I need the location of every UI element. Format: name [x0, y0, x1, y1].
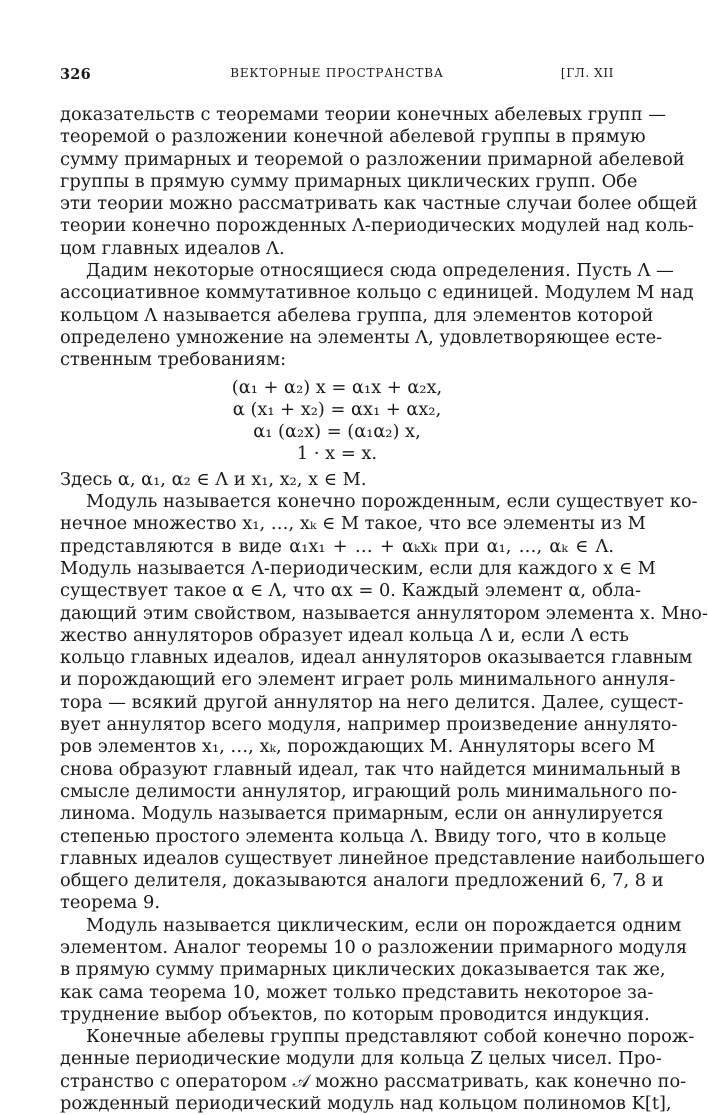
paragraph-4 [60, 491, 708, 915]
text-line: Модуль называется конечно порожденным, если существует ко- [86, 491, 698, 513]
text-line: странство с оператором 𝒜 можно рассматривать, как конечно по- [60, 1070, 687, 1092]
text-line: рожденный периодический модуль над кольцом полиномов K[t], [60, 1093, 672, 1115]
paragraph-3 [60, 469, 614, 491]
text-line: линома. Модуль называется примарным, если он аннулируется [60, 803, 664, 825]
text-line: главных идеалов существует линейное представление наибольшего [60, 847, 705, 869]
text-line: ственным требованиям: [60, 349, 287, 371]
text-line: и порождающий его элемент играет роль минимального аннуля- [60, 669, 676, 691]
text-line: теории конечно порожденных Λ-периодических модулей над коль- [60, 215, 694, 237]
text-line: тора — всякий другой аннулятор на него делится. Далее, сущест- [60, 691, 684, 713]
text-line: смысле делимости аннулятор, играющий роль минимального по- [60, 780, 678, 802]
text-line: кольцо главных идеалов, идеал аннуляторов оказывается главным [60, 647, 693, 669]
text-line: ассоциативное коммутативное кольцо с единицей. Модулем M над [60, 282, 694, 304]
running-header [60, 66, 614, 90]
running-title: ВЕКТОРНЫЕ ПРОСТРАНСТВА [230, 66, 444, 80]
text-line: труднение выбор объектов, по которым проводится индукция. [60, 1003, 650, 1025]
text-line: существует такое α ∈ Λ, что αx = 0. Каждый элемент α, обла- [60, 580, 642, 602]
text-line: Конечные абелевы группы представляют собой конечно порож- [86, 1026, 695, 1048]
text-line: теоремой о разложении конечной абелевой группы в прямую [60, 126, 646, 148]
text-line: Модуль называется циклическим, если он порождается одним [86, 914, 682, 936]
chapter-label: [ГЛ. XII [560, 66, 614, 80]
text-line: ров элементов x₁, …, xₖ, порождающих M. Аннуляторы всего M [60, 736, 656, 758]
text-line: вует аннулятор всего модуля, например произведение аннулято- [60, 714, 678, 736]
text-line: в прямую сумму примарных циклических доказывается так же, [60, 959, 666, 981]
paragraph-5 [60, 914, 688, 1026]
text-line: нечное множество x₁, …, xₖ ∈ M такое, что все элементы из M [60, 513, 646, 535]
page-body [60, 104, 708, 1115]
text-line: элементом. Аналог теоремы 10 о разложении примарного модуля [60, 936, 688, 958]
text-line: степенью простого элемента кольца Λ. Ввиду того, что в кольце [60, 825, 667, 847]
module-axioms [60, 377, 614, 466]
text-line: снова образуют главный идеал, так что найдется минимальный в [60, 758, 681, 780]
text-line: определено умножение на элементы Λ, удовлетворяющее есте- [60, 326, 663, 348]
text-line: доказательств с теоремами теории конечных абелевых групп — [60, 104, 667, 125]
text-line: группы в прямую сумму примарных циклических групп. Обе [60, 170, 638, 192]
text-line: денные периодические модули для кольца Z целых чисел. Про- [60, 1048, 662, 1070]
text-line: дающий этим свойством, называется аннулятором элемента x. Мно- [60, 602, 708, 624]
text-line: сумму примарных и теоремой о разложении примарной абелевой [60, 148, 685, 170]
text-line: общего делителя, доказываются аналоги предложений 6, 7, 8 и [60, 870, 664, 892]
page-number: 326 [60, 66, 91, 83]
text-line: как сама теорема 10, может только представить некоторое за- [60, 981, 654, 1003]
text-line: Здесь α, α₁, α₂ ∈ Λ и x₁, x₂, x ∈ M. [60, 468, 367, 490]
text-line: представляются в виде α₁x₁ + … + αₖxₖ при α₁, …, αₖ ∈ Λ. [60, 535, 614, 557]
text-line: кольцом Λ называется абелева группа, для элементов которой [60, 304, 654, 326]
text-line: Модуль называется Λ-периодическим, если для каждого x ∈ M [60, 557, 656, 579]
equation: α₁ (α₂x) = (α₁α₂) x, [253, 421, 421, 443]
text-line: теорема 9. [60, 892, 161, 914]
equation: (α₁ + α₂) x = α₁x + α₂x, [231, 376, 443, 398]
paragraph-1 [60, 104, 698, 260]
text-line: эти теории можно рассматривать как частные случаи более общей [60, 193, 698, 215]
equation: 1 · x = x. [296, 443, 378, 465]
paragraph-6 [60, 1026, 695, 1115]
equation: α (x₁ + x₂) = αx₁ + αx₂, [232, 398, 442, 420]
text-line: жество аннуляторов образует идеал кольца Λ и, если Λ есть [60, 624, 629, 646]
text-line: Дадим некоторые относящиеся сюда определения. Пусть Λ — [86, 260, 674, 282]
text-line: цом главных идеалов Λ. [60, 237, 285, 259]
paragraph-2 [60, 260, 694, 371]
